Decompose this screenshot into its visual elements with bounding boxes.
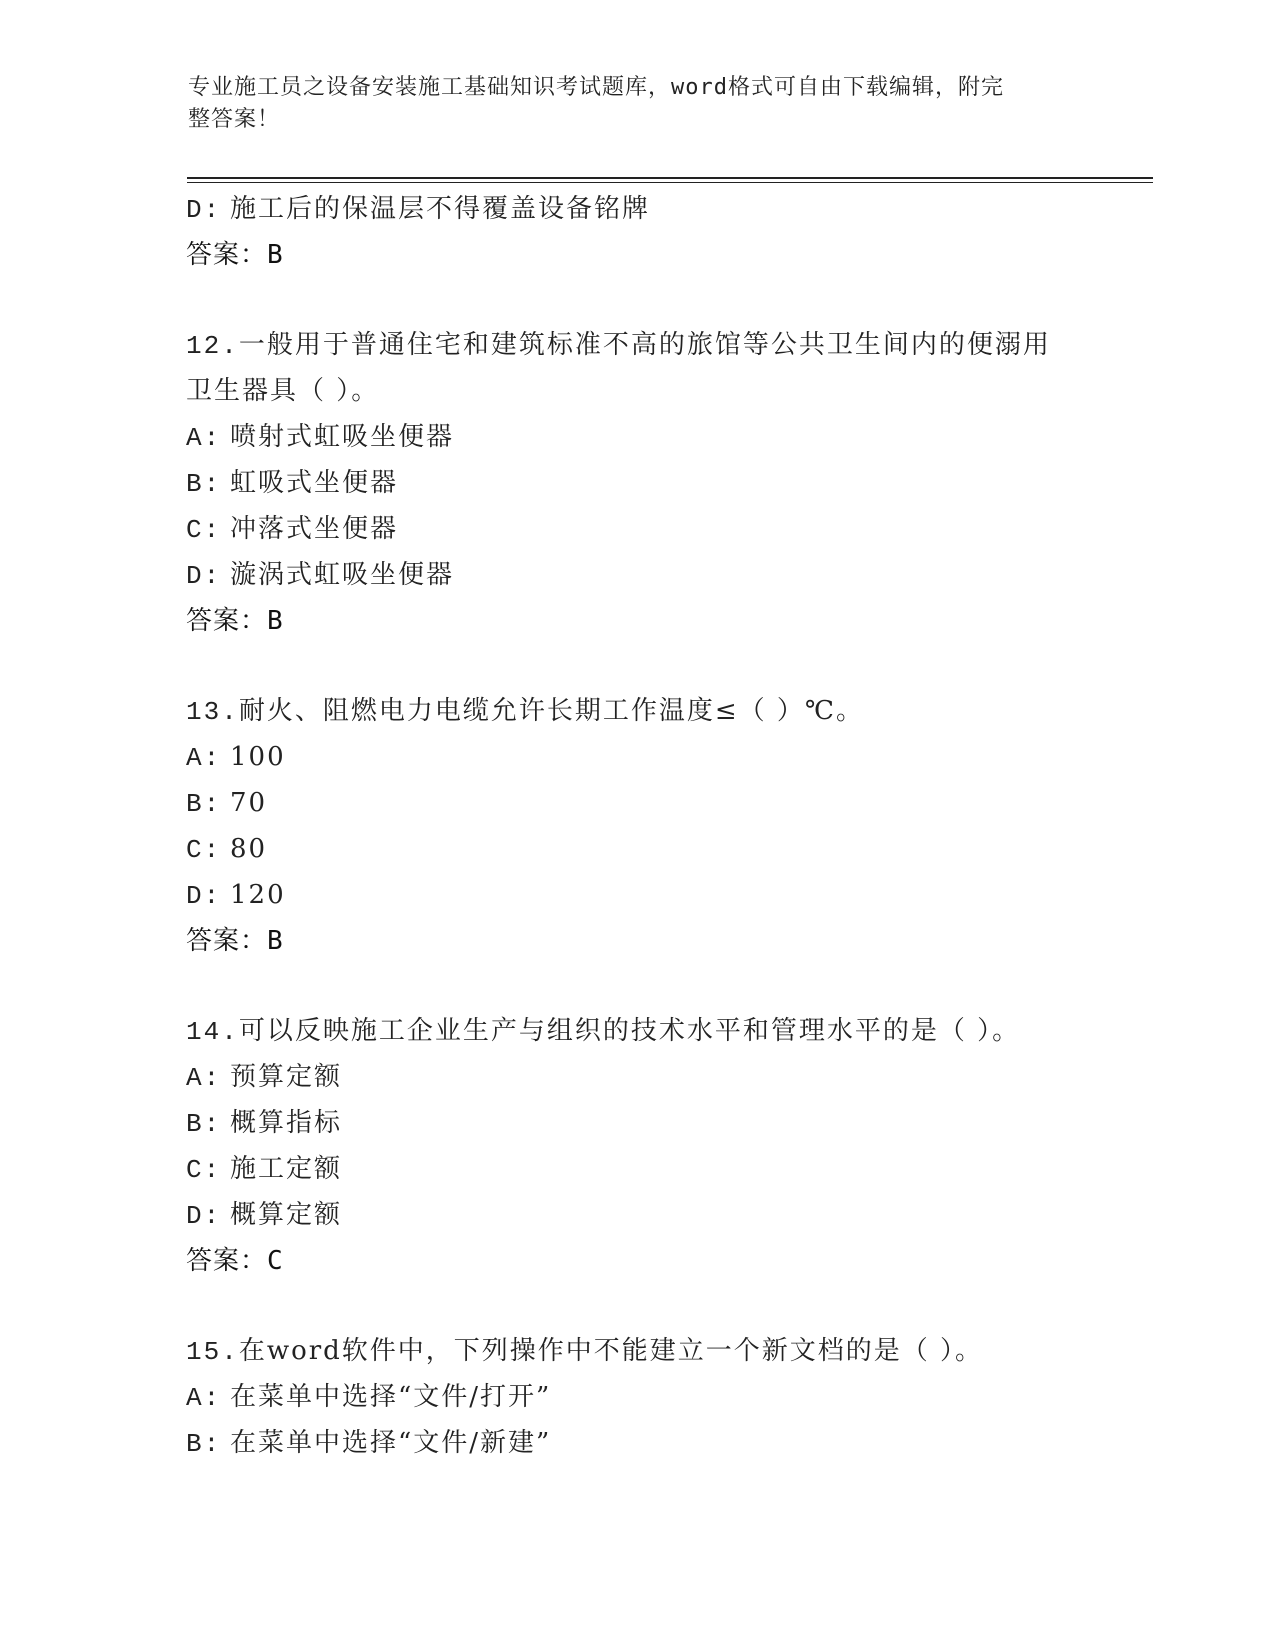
option-letter: B: [186,1429,222,1459]
option-text: 施工后的保温层不得覆盖设备铭牌 [230,194,651,224]
option-letter: B: [186,469,222,499]
option-text: 80 [230,834,268,864]
q14-option-b [186,1100,1136,1146]
answer-label: 答案： [186,240,268,270]
answer-value: B [267,240,284,270]
q12-option-b [186,460,1136,506]
option-text: 施工定额 [230,1154,343,1184]
q13-answer [186,918,1136,964]
question-12-line-1 [186,322,1136,368]
q14-option-d [186,1192,1136,1238]
option-text: 喷射式虹吸坐便器 [230,422,455,452]
option-letter: C: [186,515,222,545]
q15-option-a [186,1374,1136,1420]
option-text: 概算定额 [230,1200,343,1230]
option-letter: A: [186,1383,222,1413]
question-13-line-1 [186,688,1136,734]
q13-option-d [186,872,1136,918]
option-letter: A: [186,423,222,453]
q15-option-b [186,1420,1136,1466]
header-divider-thick [187,177,1153,179]
q13-option-b [186,780,1136,826]
answer-prev [186,232,1136,278]
question-number: 12. [186,331,239,361]
question-12-line-2: 卫生器具（ ）。 [186,376,380,406]
question-number: 15. [186,1337,239,1367]
question-text: 耐火、阻燃电力电缆允许长期工作温度≤（ ）℃。 [238,696,864,726]
option-letter: B: [186,1109,222,1139]
q14-answer [186,1238,1136,1284]
question-14-line-1 [186,1008,1136,1054]
question-number: 13. [186,697,239,727]
answer-value: C [267,1246,284,1276]
question-text: 可以反映施工企业生产与组织的技术水平和管理水平的是（ ）。 [238,1016,1021,1046]
option-letter: C: [186,1155,222,1185]
answer-label: 答案： [186,926,268,956]
header-line-1: 专业施工员之设备安装施工基础知识考试题库，word格式可自由下载编辑，附完 [188,75,1004,100]
header-line-2: 整答案！ [188,107,281,132]
question-15-line-1 [186,1328,1136,1374]
option-text: 漩涡式虹吸坐便器 [230,560,455,590]
question-list [186,186,1136,1466]
question-text: 在word软件中，下列操作中不能建立一个新文档的是（ ）。 [238,1336,984,1366]
q13-option-a [186,734,1136,780]
option-text: 概算指标 [230,1108,343,1138]
option-text: 预算定额 [230,1062,343,1092]
q13-option-c [186,826,1136,872]
option-letter: D: [186,1201,222,1231]
option-letter: B: [186,789,222,819]
q12-answer [186,598,1136,644]
option-text: 在菜单中选择“文件/新建” [230,1428,552,1458]
option-text: 虹吸式坐便器 [230,468,399,498]
answer-label: 答案： [186,1246,268,1276]
option-letter: D: [186,561,222,591]
option-d-prev [186,186,1136,232]
question-number: 14. [186,1017,239,1047]
option-letter: C: [186,835,222,865]
option-text: 在菜单中选择“文件/打开” [230,1382,552,1412]
q12-option-d [186,552,1136,598]
option-text: 100 [230,742,286,772]
answer-label: 答案： [186,606,268,636]
question-text: 一般用于普通住宅和建筑标准不高的旅馆等公共卫生间内的便溺用 [238,330,1051,360]
header-divider-thin [187,182,1153,183]
option-text: 70 [230,788,268,818]
q12-option-c [186,506,1136,552]
answer-value: B [267,926,284,956]
option-letter: A: [186,743,222,773]
document-header [188,72,1068,136]
q14-option-c [186,1146,1136,1192]
q14-option-a [186,1054,1136,1100]
option-letter: D: [186,881,222,911]
option-text: 冲落式坐便器 [230,514,399,544]
option-letter: D: [186,195,222,225]
option-text: 120 [230,880,286,910]
option-letter: A: [186,1063,222,1093]
q12-option-a [186,414,1136,460]
answer-value: B [267,606,284,636]
